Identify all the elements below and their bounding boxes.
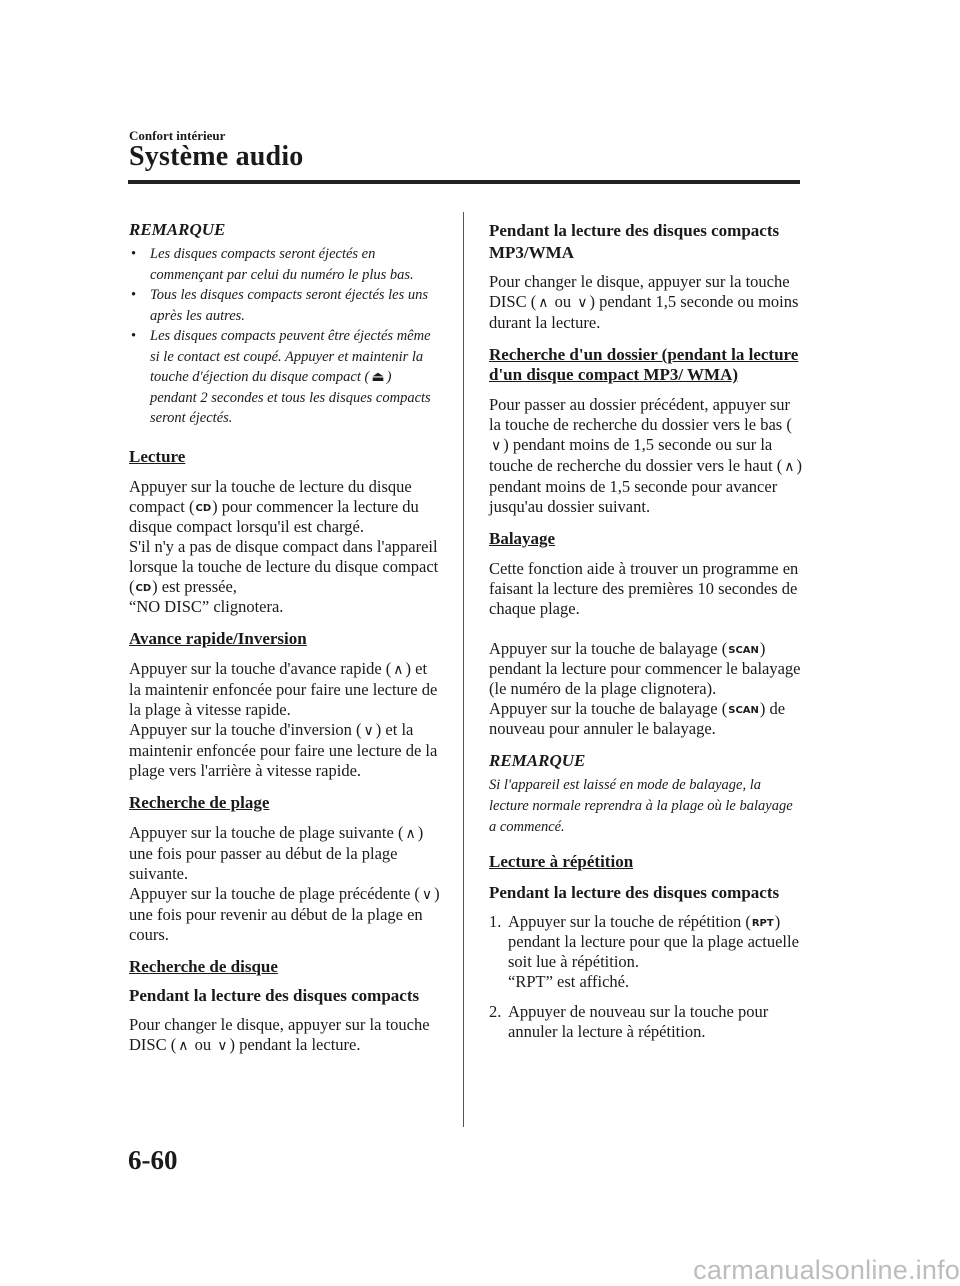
heading-lecture: Lecture [129, 446, 186, 466]
paragraph: Appuyer sur la touche de balayage (SCAN) pendant la lecture pour commencer le balayage (le numéro de la plage clignotera). [489, 639, 801, 698]
paragraph: Pour passer au dossier précédent, appuyer sur la touche de recherche du dossier vers le bas (∨ ) pendant moins de 1,5 seconde ou sur la touche de recherche du dossier vers le haut ( ∧ ) pendant moins de 1,5 seconde pour avancer jusqu'au dossier suivant. [489, 395, 802, 516]
watermark: carmanualsonline.info [693, 1255, 960, 1285]
scan-icon: SCAN [728, 705, 759, 716]
up-icon: ∧ [178, 1037, 189, 1054]
left-column [129, 220, 441, 1056]
step-number: 2. [489, 1002, 502, 1021]
up-icon: ∧ [538, 295, 549, 311]
paragraph: Appuyer sur la touche d'avance rapide ( ∧ ) et la maintenir enfoncée pour faire une lecture de la plage à vitesse rapide. [129, 658, 438, 719]
note-item: • Tous les disques compacts seront éjectés les uns après les autres. [129, 285, 441, 326]
heading-repetition: Lecture à répétition [489, 852, 634, 871]
paragraph: Appuyer sur la touche de répétition (RPT) pendant la lecture pour que la plage actuelle soit lue à répétition. [508, 912, 799, 971]
heading-disque: Recherche de disque [129, 956, 278, 976]
paragraph: Pour changer le disque, appuyer sur la touche DISC ( ∧ ou ∨ ) pendant 1,5 seconde ou moins durant la lecture. [489, 272, 799, 332]
note-item: • Les disques compacts seront éjectés en commençant par celui du numéro le plus bas. [129, 244, 441, 285]
note-text: Si l'appareil est laissé en mode de balayage, la lecture normale reprendra à la plage où le balayage a commencé. [489, 777, 793, 835]
down-icon: ∨ [217, 1037, 228, 1054]
step-2 [489, 1002, 802, 1042]
step-number: 1. [489, 912, 502, 931]
heading-avance: Avance rapide/Inversion [129, 628, 307, 648]
page-number: 6-60 [128, 1145, 178, 1175]
note-text: ) pendant 2 secondes et tous les disques compacts seront éjectés. [150, 369, 431, 426]
paragraph: Appuyer sur la touche de plage précédente ( ∨ ) une fois pour revenir au début de la plage en cours. [129, 883, 440, 944]
cd-icon: CD [195, 502, 212, 514]
down-icon: ∨ [577, 295, 588, 311]
page-title: Système audio [129, 141, 304, 172]
right-column [489, 220, 802, 1042]
note-heading: REMARQUE [129, 220, 226, 239]
step-1 [489, 912, 802, 992]
subheading: Pendant la lecture des disques compacts [129, 985, 420, 1005]
down-icon: ∨ [421, 886, 433, 903]
cd-icon: CD [135, 582, 152, 594]
rpt-icon: RPT [751, 918, 774, 929]
heading-dossier: Recherche d'un dossier (pendant la lecture d'un disque compact MP3/ WMA) [489, 345, 799, 384]
note-item [129, 326, 441, 429]
heading-balayage: Balayage [489, 529, 556, 548]
subheading: Pendant la lecture des disques compacts [489, 883, 780, 902]
note-text: Les disques compacts peuvent être éjectés même si le contact est coupé. Appuyer et maintenir la touche d'éjection du disque compact ( [150, 328, 431, 385]
heading-plage: Recherche de plage [129, 792, 270, 812]
paragraph: Appuyer de nouveau sur la touche pour annuler la lecture à répétition. [508, 1002, 769, 1041]
paragraph: Appuyer sur la touche de plage suivante ( ∧ ) une fois pour passer au début de la plage suivante. [129, 822, 424, 883]
up-icon: ∧ [784, 459, 795, 475]
paragraph: S'il n'y a pas de disque compact dans l'appareil lorsque la touche de lecture du disque compact (CD) est pressée, [129, 536, 439, 596]
up-icon: ∧ [405, 825, 416, 842]
eject-icon: ⏏ [371, 369, 385, 385]
paragraph: Pour changer le disque, appuyer sur la touche DISC ( ∧ ou ∨ ) pendant la lecture. [129, 1014, 430, 1054]
paragraph: Cette fonction aide à trouver un programme en faisant la lecture des premières 10 secondes de chaque plage. [489, 559, 799, 618]
note-heading: REMARQUE [489, 751, 586, 770]
scan-icon: SCAN [728, 645, 759, 656]
paragraph: Appuyer sur la touche de lecture du disque compact (CD) pour commencer la lecture du disque compact lorsqu'il est chargé. [129, 476, 419, 536]
header-rule [128, 180, 800, 184]
paragraph: “RPT” est affiché. [508, 972, 630, 991]
down-icon: ∨ [491, 438, 502, 454]
column-divider [463, 212, 464, 1127]
paragraph: Appuyer sur la touche de balayage (SCAN) de nouveau pour annuler le balayage. [489, 699, 786, 738]
paragraph: “NO DISC” clignotera. [129, 596, 284, 616]
paragraph: Appuyer sur la touche d'inversion ( ∨ ) et la maintenir enfoncée pour faire une lecture de la plage vers l'arrière à vitesse rapide. [129, 719, 438, 780]
note-list [129, 244, 441, 429]
down-icon: ∨ [363, 722, 374, 739]
section-label: Confort intérieur [129, 128, 226, 143]
subheading: Pendant la lecture des disques compacts MP3/WMA [489, 221, 780, 262]
up-icon: ∧ [393, 661, 404, 678]
